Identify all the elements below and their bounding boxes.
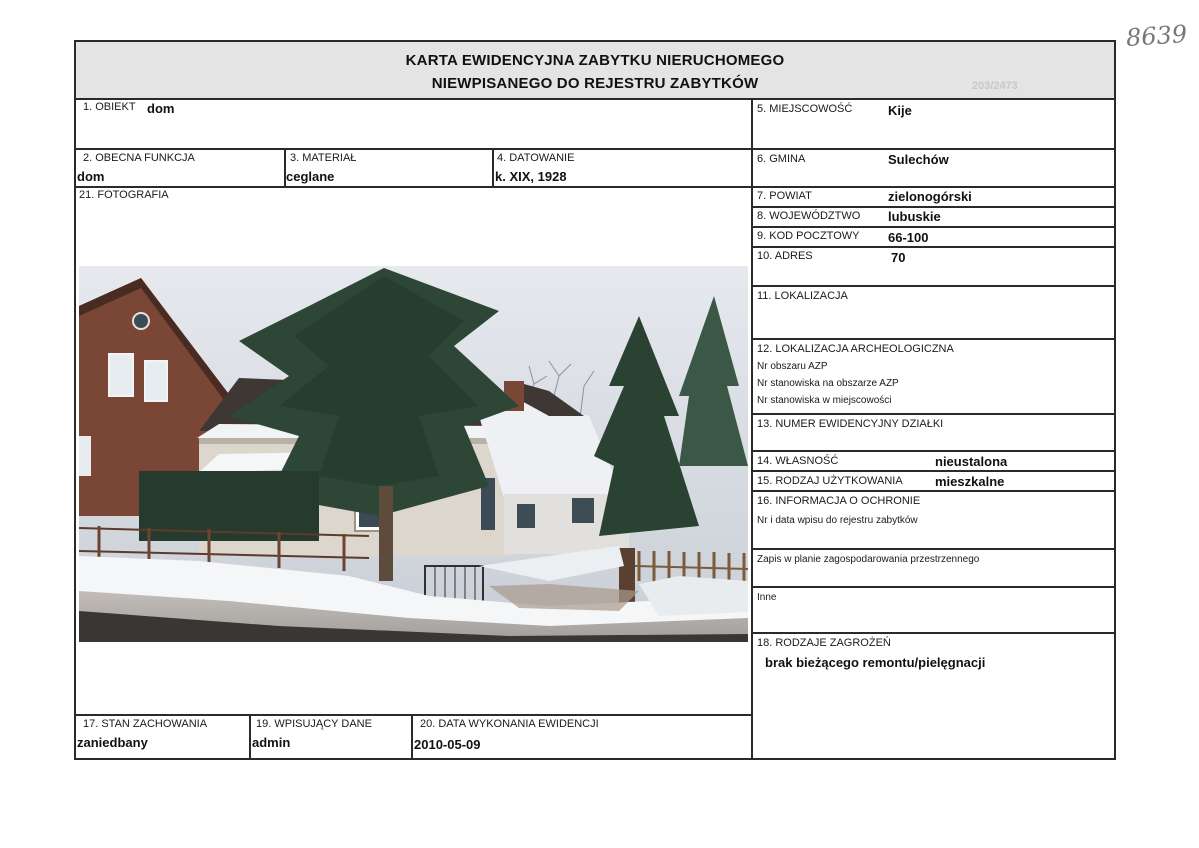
material-label: 3. MATERIAŁ [290, 152, 357, 164]
obecna-funkcja-label: 2. OBECNA FUNKCJA [83, 152, 195, 164]
data-wykonania-label: 20. DATA WYKONANIA EWIDENCJI [420, 718, 599, 730]
field-rodzaje-zagrozen [751, 632, 1116, 760]
nr-stanowiska-azp: Nr stanowiska na obszarze AZP [757, 378, 899, 389]
ochrona-inne: Inne [757, 592, 777, 603]
wpisujacy-label: 19. WPISUJĄCY DANE [256, 718, 372, 730]
kod-pocztowy-value: 66-100 [888, 230, 929, 245]
powiat-label: 7. POWIAT [757, 190, 812, 202]
datowanie-value: k. XIX, 1928 [495, 169, 567, 184]
obiekt-value: dom [147, 101, 175, 116]
ochrona-divider-1 [751, 548, 1116, 550]
nr-obszaru-azp: Nr obszaru AZP [757, 361, 828, 372]
wlasnosc-label: 14. WŁASNOŚĆ [757, 455, 839, 467]
faint-registry-stamp: 203/2473 [972, 80, 1018, 92]
stan-zachowania-value: zaniedbany [77, 735, 148, 750]
nr-data-wpisu-rejestr: Nr i data wpisu do rejestru zabytków [757, 515, 918, 526]
wojewodztwo-value: lubuskie [888, 209, 941, 224]
document-title-line-2: NIEWPISANEGO DO REJESTRU ZABYTKÓW [431, 75, 759, 92]
lokalizacja-label: 11. LOKALIZACJA [757, 290, 848, 302]
gmina-value: Sulechów [888, 152, 949, 167]
wlasnosc-value: nieustalona [935, 454, 1008, 469]
field-obiekt [74, 98, 753, 150]
monument-photograph [79, 266, 748, 642]
document-title-line-1: KARTA EWIDENCYJNA ZABYTKU NIERUCHOMEGO [405, 52, 785, 69]
data-wykonania-value: 2010-05-09 [414, 737, 481, 752]
ochrona-divider-2 [751, 586, 1116, 588]
kod-pocztowy-label: 9. KOD POCZTOWY [757, 230, 860, 242]
handwritten-archive-number: 8639 [1125, 19, 1188, 53]
gmina-label: 6. GMINA [757, 153, 806, 165]
adres-value: 70 [891, 250, 906, 265]
rodzaj-uzytkowania-value: mieszkalne [935, 474, 1005, 489]
miejscowosc-label: 5. MIEJSCOWOŚĆ [757, 103, 853, 115]
miejscowosc-value: Kije [888, 103, 912, 118]
wpisujacy-value: admin [252, 735, 291, 750]
ochrona-label: 16. INFORMACJA O OCHRONIE [757, 495, 921, 507]
lokalizacja-arch-label: 12. LOKALIZACJA ARCHEOLOGICZNA [757, 343, 954, 355]
zapis-w-planie: Zapis w planie zagospodarowania przestrzennego [757, 554, 980, 565]
fotografia-label: 21. FOTOGRAFIA [79, 189, 169, 201]
rodzaj-uzytkowania-label: 15. RODZAJ UŻYTKOWANIA [757, 475, 903, 487]
nr-stanowiska-miejscowosc: Nr stanowiska w miejscowości [757, 395, 892, 406]
wojewodztwo-label: 8. WOJEWÓDZTWO [757, 210, 861, 222]
obecna-funkcja-value: dom [77, 169, 105, 184]
obiekt-label: 1. OBIEKT [83, 101, 136, 113]
zagrozenia-label: 18. RODZAJE ZAGROŻEŃ [757, 637, 891, 649]
adres-label: 10. ADRES [757, 250, 813, 262]
material-value: ceglane [286, 169, 335, 184]
datowanie-label: 4. DATOWANIE [497, 152, 575, 164]
stan-zachowania-label: 17. STAN ZACHOWANIA [83, 718, 208, 730]
powiat-value: zielonogórski [888, 189, 972, 204]
title-band [74, 40, 1116, 100]
numer-dzialki-label: 13. NUMER EWIDENCYJNY DZIAŁKI [757, 418, 944, 430]
zagrozenia-value: brak bieżącego remontu/pielęgnacji [765, 655, 986, 670]
